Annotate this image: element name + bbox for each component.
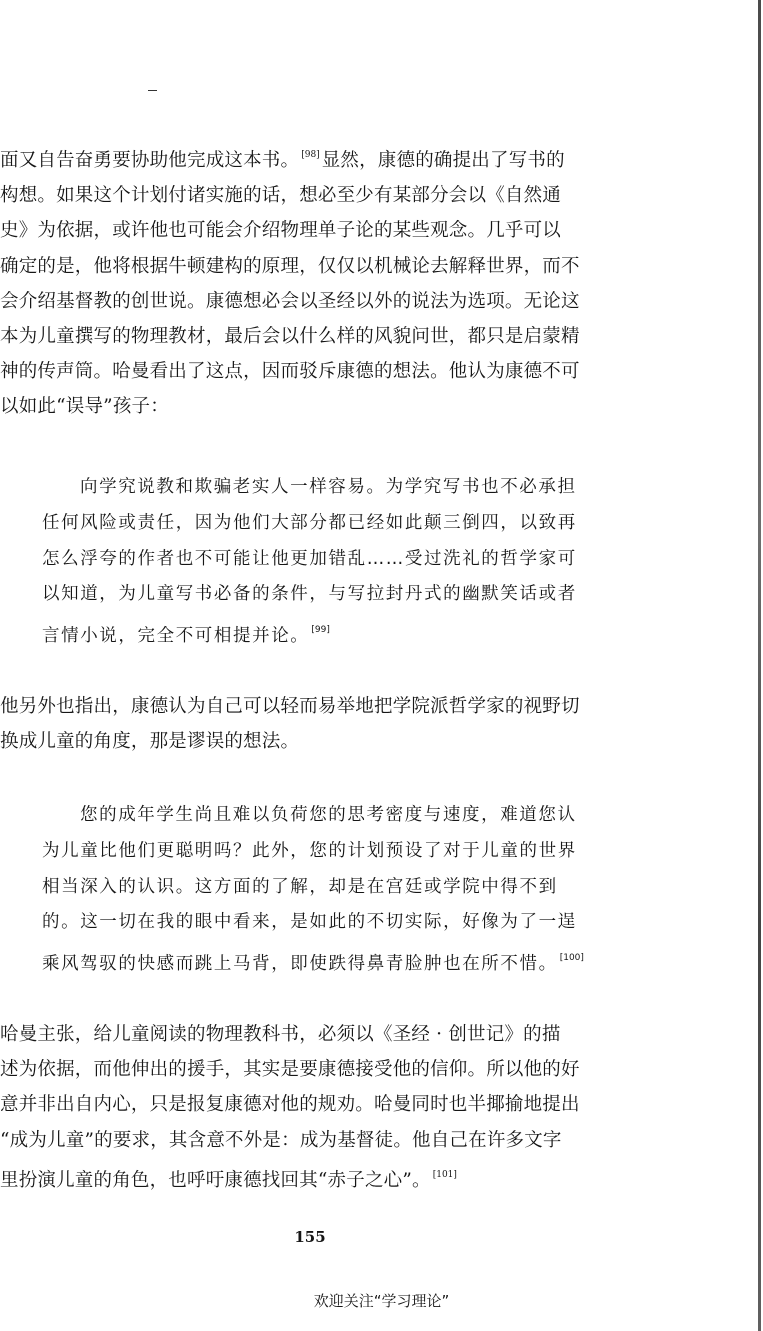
paragraph-line: 确定的是，他将根据牛顿建构的原理，仅仅以机械论去解释世界，而不 xyxy=(0,255,580,277)
quote-line: 以知道，为儿童写书必备的条件，与写拉封丹式的幽默笑话或者 xyxy=(42,584,577,605)
page-number: 155 xyxy=(294,1228,326,1246)
footnote-ref[interactable]: [98] xyxy=(301,150,320,160)
footnote-ref[interactable]: [99] xyxy=(311,625,330,636)
quote-line xyxy=(42,941,625,983)
paragraph-line: “成为儿童”的要求，其含意不外是：成为基督徒。他自己在许多文字 xyxy=(0,1129,562,1151)
scan-speck xyxy=(148,90,157,91)
paragraph-line: 本为儿童撰写的物理教材，最后会以什么样的风貌问世，都只是启蒙精 xyxy=(0,326,580,348)
paragraph-line: 以如此“误导”孩子： xyxy=(0,396,169,418)
footnote-ref[interactable]: [100] xyxy=(559,953,584,964)
paragraph-2 xyxy=(0,689,625,759)
paragraph-line: 会介绍基督教的创世说。康德想必会以圣经以外的说法为选项。无论这 xyxy=(0,290,580,312)
line-text: 显然，康德的确提出了写书的 xyxy=(321,150,565,171)
footer-note: 欢迎关注“学习理论” xyxy=(313,1292,450,1310)
paragraph-line: 哈曼主张，给儿童阅读的物理教科书，必须以《圣经 · 创世记》的描 xyxy=(0,1024,561,1045)
quote-line: 向学究说教和欺骗老实人一样容易。为学究写书也不必承担 xyxy=(80,477,577,497)
paragraph-3 xyxy=(0,1017,625,1198)
paragraph-1 xyxy=(0,138,625,425)
quote-line: 的。这一切在我的眼中看来，是如此的不切实际，好像为了一逞 xyxy=(42,912,577,933)
paragraph-line: 述为依据，而他伸出的援手，其实是要康德接受他的信仰。所以他的好 xyxy=(0,1059,580,1081)
quote-line: 任何风险或责任，因为他们大部分都已经如此颠三倒四，以致再 xyxy=(42,512,577,533)
paragraph-line: 意并非出自内心，只是报复康德对他的规劝。哈曼同时也半揶揄地提出 xyxy=(0,1094,580,1116)
scan-edge-shadow xyxy=(758,0,761,1331)
quote-line: 您的成年学生尚且难以负荷您的思考密度与速度，难道您认 xyxy=(80,805,577,825)
quote-line: 相当深入的认识。这方面的了解，却是在宫廷或学院中得不到 xyxy=(42,876,558,897)
line-text: 乘风驾驭的快感而跳上马背，即使跌得鼻青脸肿也在所不惜。 xyxy=(42,954,558,975)
quote-line xyxy=(42,613,625,655)
paragraph-line: 史》为依据，或许他也可能会介绍物理单子论的某些观念。几乎可以 xyxy=(0,220,562,242)
line-text: 言情小说，完全不可相提并论。 xyxy=(42,626,310,647)
paragraph-line xyxy=(0,1158,625,1198)
block-quote-1 xyxy=(42,470,625,655)
paragraph-line: 神的传声筒。哈曼看出了这点，因而驳斥康德的想法。他认为康德不可 xyxy=(0,361,580,383)
block-quote-2 xyxy=(42,798,625,983)
paragraph-line: 构想。如果这个计划付诸实施的话，想必至少有某部分会以《自然通 xyxy=(0,185,562,207)
paragraph-line: 换成儿童的角度，那是谬误的想法。 xyxy=(0,731,300,753)
line-text: 面又自告奋勇要协助他完成这本书。 xyxy=(0,150,300,171)
quote-line: 怎么浮夸的作者也不可能让他更加错乱……受过洗礼的哲学家可 xyxy=(42,548,577,569)
quote-line: 为儿童比他们更聪明吗？此外，您的计划预设了对于儿童的世界 xyxy=(42,840,577,861)
line-text: 里扮演儿童的角色，也呼吁康德找回其“赤子之心”。 xyxy=(0,1169,431,1191)
footnote-ref[interactable]: [101] xyxy=(432,1169,457,1180)
paragraph-line: 他另外也指出，康德认为自己可以轻而易举地把学院派哲学家的视野切 xyxy=(0,696,580,717)
paragraph-line xyxy=(0,138,625,178)
